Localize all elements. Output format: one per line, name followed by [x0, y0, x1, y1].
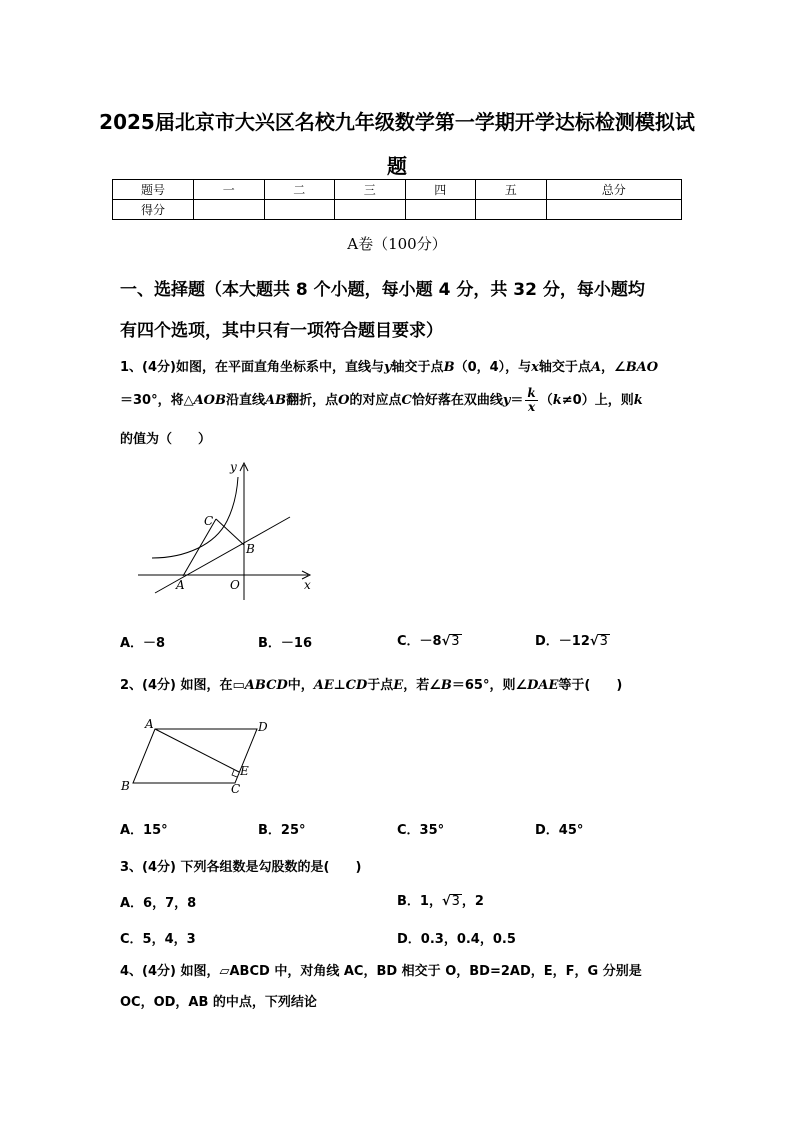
section1-heading-line1: 一、选择题（本大题共 8 个小题，每小题 4 分，共 32 分，每小题均 [120, 280, 645, 300]
q2-option-d: D．45° [535, 823, 584, 838]
score-header-5: 五 [476, 180, 547, 200]
q2-text: ，若∠ [403, 678, 441, 693]
q3-option-a: A．6，7，8 [120, 896, 197, 911]
q3-option-c: C．5，4，3 [120, 932, 196, 947]
fig2-label-a: A [145, 717, 154, 731]
hyperbola-curve [152, 477, 238, 558]
q2-option-a: A．15° [120, 823, 168, 838]
q1-text: （0，4），与 [454, 360, 532, 375]
q2-option-b: B．25° [258, 823, 306, 838]
score-header-label: 题号 [113, 180, 194, 200]
q4-stem-line2: OC，OD，AB 的中点，下列结论 [120, 995, 317, 1010]
q2-text: 于点 [367, 678, 394, 693]
radicand: 3 [599, 634, 608, 649]
q3-option-b-suffix: ，2 [461, 894, 484, 909]
score-table-score-row [113, 200, 682, 220]
score-table-header-row [113, 180, 682, 200]
q1-var: BAO [625, 360, 659, 375]
q1-figure [130, 455, 320, 600]
q2-option-c: C．35° [397, 823, 445, 838]
fig1-label-y: y [230, 460, 237, 474]
q3-option-b [397, 890, 484, 909]
q1-text: ≠0）上，则 [561, 393, 634, 408]
q1-text: 1、(4分)如图，在平面直角坐标系中，直线与 [120, 360, 384, 375]
score-cell [194, 200, 265, 220]
score-table [112, 179, 682, 220]
fig1-label-o: O [230, 578, 240, 592]
q2-text: ＝65°，则∠ [451, 678, 528, 693]
fraction-denominator: x [527, 400, 536, 414]
q1-option-c-text: C．－8 [397, 634, 442, 649]
volume-label: A卷（100分） [347, 235, 447, 253]
score-header-3: 三 [335, 180, 406, 200]
fig2-label-e: E [240, 764, 249, 778]
perpendicular-symbol: ⊥ [333, 678, 346, 693]
fig2-label-c: C [231, 782, 241, 796]
fig1-label-b: B [246, 542, 255, 556]
score-header-1: 一 [194, 180, 265, 200]
fraction-numerator: k [527, 386, 536, 400]
score-header-2: 二 [264, 180, 335, 200]
q2-var: DAE [527, 678, 559, 693]
q1-var: AOB [193, 393, 226, 408]
q1-var: AB [265, 393, 287, 408]
radical-sign: √ [441, 894, 451, 909]
q1-text: （ [539, 393, 553, 408]
parallelogram-icon: ▭ [232, 678, 245, 693]
q1-text: ＝ [510, 393, 524, 408]
q2-var: B [440, 678, 452, 693]
score-cell [335, 200, 406, 220]
q1-var: x [531, 360, 539, 375]
q1-option-c [397, 630, 462, 649]
q1-var: y [502, 393, 511, 408]
q1-text: 的对应点 [349, 393, 402, 408]
score-header-total: 总分 [546, 180, 682, 200]
q2-text: 等于( ) [558, 678, 623, 693]
q1-option-d-text: D．－12 [535, 634, 590, 649]
radicand: 3 [451, 894, 460, 909]
q2-stem [120, 674, 622, 693]
q1-text: 翻折，点 [286, 393, 339, 408]
q2-var: AE [313, 678, 334, 693]
q1-option-d [535, 630, 610, 649]
segment-ae [155, 729, 239, 772]
q1-text: ，∠ [601, 360, 626, 375]
q2-var: ABCD [244, 678, 288, 693]
q2-text: 2、(4分) 如图，在 [120, 678, 233, 693]
q2-var: CD [345, 678, 368, 693]
fig1-label-c: C [204, 514, 214, 528]
q1-fraction [525, 387, 537, 414]
q1-stem-line3: 的值为（ ） [120, 432, 212, 447]
q1-var: C [401, 393, 412, 408]
q1-var: k [633, 393, 643, 408]
q1-stem-line2 [120, 386, 643, 416]
q1-var: O [338, 393, 350, 408]
q1-var: B [443, 360, 455, 375]
score-row-label: 得分 [113, 200, 194, 220]
score-cell [405, 200, 476, 220]
q1-text: 轴交于点 [391, 360, 444, 375]
q2-figure [115, 715, 280, 800]
q1-var: y [383, 360, 392, 375]
score-cell [476, 200, 547, 220]
q3-stem: 3、(4分) 下列各组数是勾股数的是( ) [120, 860, 362, 875]
q3-option-d: D．0.3，0.4，0.5 [397, 932, 516, 947]
parallelogram-abcd [133, 729, 257, 783]
radical-sign: √ [589, 634, 599, 649]
score-header-4: 四 [405, 180, 476, 200]
q1-var: k [552, 393, 562, 408]
score-cell [264, 200, 335, 220]
q1-option-b: B．－16 [258, 636, 312, 651]
q1-option-a: A．－8 [120, 636, 166, 651]
q1-var: A [590, 360, 602, 375]
radical-sign: √ [441, 634, 451, 649]
doc-title-line1: 2025届北京市大兴区名校九年级数学第一学期开学达标检测模拟试 [99, 110, 695, 134]
fig2-label-d: D [258, 720, 268, 734]
q2-text: 中， [287, 678, 314, 693]
section1-heading-line2: 有四个选项，其中只有一项符合题目要求） [120, 321, 443, 341]
q4-stem-line1: 4、(4分) 如图，▱ABCD 中，对角线 AC，BD 相交于 O，BD=2AD，E，F，G 分别是 [120, 964, 642, 979]
score-cell [546, 200, 682, 220]
q1-stem-line1 [120, 356, 658, 375]
fig1-label-x: x [304, 578, 311, 592]
doc-title-line2: 题 [387, 154, 407, 178]
q3-option-b-text: B．1， [397, 894, 442, 909]
q1-text: 轴交于点 [538, 360, 591, 375]
q1-text: 恰好落在双曲线 [411, 393, 503, 408]
q2-var: E [393, 678, 404, 693]
radicand: 3 [451, 634, 460, 649]
fig2-label-b: B [121, 779, 130, 793]
q1-text: 沿直线 [226, 393, 266, 408]
fig1-label-a: A [176, 578, 185, 592]
q1-text: ＝30°，将△ [120, 393, 194, 408]
